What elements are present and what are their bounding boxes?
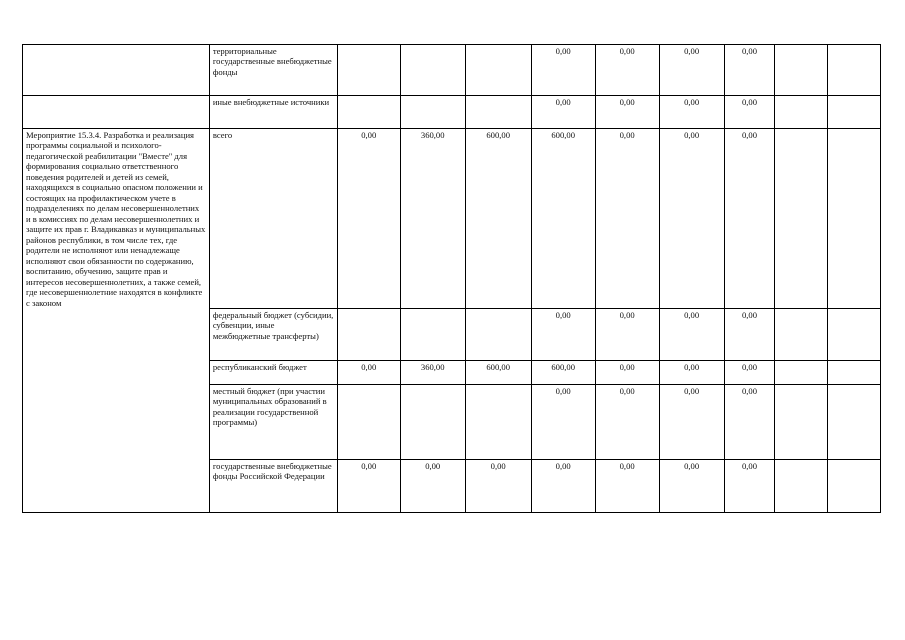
value-cell: 0,00 (595, 385, 659, 460)
value-cell: 0,00 (595, 309, 659, 361)
value-cell: 0,00 (531, 460, 595, 513)
value-cell: 0,00 (531, 309, 595, 361)
value-cell (465, 45, 531, 96)
value-cell: 0,00 (531, 45, 595, 96)
funding-source-cell: государственные внебюджетные фонды Российской Федерации (209, 460, 337, 513)
value-cell: 0,00 (659, 45, 724, 96)
value-cell: 0,00 (659, 309, 724, 361)
value-cell (465, 385, 531, 460)
value-cell: 0,00 (724, 361, 775, 385)
value-cell (400, 309, 465, 361)
funding-source-cell: иные внебюджетные источники (209, 96, 337, 129)
value-cell (775, 96, 828, 129)
value-cell: 600,00 (531, 129, 595, 309)
value-cell (828, 460, 881, 513)
value-cell: 360,00 (400, 129, 465, 309)
value-cell: 0,00 (531, 385, 595, 460)
measure-description-cell: Мероприятие 15.3.4. Разработка и реализация программы социальной и психолого-педагогической реабилитации "Вместе" для формирования социально ответственного поведения родителей и детей из семей, находящихся в социально опасном положении и состоящих на профилактическом учете в подразделениях по делам несовершеннолетних и в комиссиях по делам несовершеннолетних и защите их прав г. Владикавказ и муниципальных районов республики, в том числе тех, где родители не исполняют или ненадлежаще исполняют свои обязанности по содержанию, воспитанию, обучению, защите прав и интересов несовершеннолетних, а также семей, где несовершеннолетние находятся в конфликте с законом (23, 129, 210, 513)
value-cell: 360,00 (400, 361, 465, 385)
funding-source-cell: республиканский бюджет (209, 361, 337, 385)
value-cell: 0,00 (724, 385, 775, 460)
value-cell: 0,00 (595, 45, 659, 96)
budget-table (22, 44, 881, 513)
value-cell (337, 96, 400, 129)
value-cell (828, 129, 881, 309)
value-cell: 0,00 (659, 96, 724, 129)
value-cell: 0,00 (400, 460, 465, 513)
value-cell: 0,00 (724, 96, 775, 129)
value-cell: 0,00 (659, 361, 724, 385)
value-cell (337, 309, 400, 361)
value-cell: 0,00 (337, 361, 400, 385)
value-cell: 0,00 (659, 460, 724, 513)
value-cell (400, 385, 465, 460)
table-row (23, 96, 881, 129)
value-cell: 0,00 (724, 45, 775, 96)
value-cell: 0,00 (659, 385, 724, 460)
value-cell: 0,00 (724, 460, 775, 513)
value-cell: 0,00 (465, 460, 531, 513)
table-row (23, 129, 881, 309)
value-cell: 0,00 (531, 96, 595, 129)
value-cell: 0,00 (337, 129, 400, 309)
value-cell (775, 361, 828, 385)
table-row (23, 45, 881, 96)
value-cell: 0,00 (724, 309, 775, 361)
value-cell (400, 45, 465, 96)
value-cell (337, 45, 400, 96)
value-cell (828, 45, 881, 96)
description-cell (23, 45, 210, 96)
value-cell (400, 96, 465, 129)
value-cell (775, 309, 828, 361)
value-cell: 600,00 (465, 129, 531, 309)
value-cell (828, 361, 881, 385)
value-cell: 600,00 (531, 361, 595, 385)
value-cell (775, 45, 828, 96)
value-cell (337, 385, 400, 460)
value-cell: 0,00 (595, 460, 659, 513)
value-cell (775, 460, 828, 513)
value-cell (775, 385, 828, 460)
funding-source-cell: всего (209, 129, 337, 309)
value-cell: 0,00 (337, 460, 400, 513)
value-cell (775, 129, 828, 309)
value-cell: 0,00 (659, 129, 724, 309)
value-cell (465, 96, 531, 129)
description-cell (23, 96, 210, 129)
value-cell: 600,00 (465, 361, 531, 385)
value-cell: 0,00 (595, 361, 659, 385)
value-cell: 0,00 (724, 129, 775, 309)
value-cell: 0,00 (595, 129, 659, 309)
value-cell (465, 309, 531, 361)
funding-source-cell: местный бюджет (при участии муниципальных образований в реализации государственной программы) (209, 385, 337, 460)
funding-source-cell: федеральный бюджет (субсидии, субвенции, иные межбюджетные трансферты) (209, 309, 337, 361)
funding-source-cell: территориальные государственные внебюджетные фонды (209, 45, 337, 96)
value-cell (828, 309, 881, 361)
value-cell: 0,00 (595, 96, 659, 129)
value-cell (828, 96, 881, 129)
value-cell (828, 385, 881, 460)
